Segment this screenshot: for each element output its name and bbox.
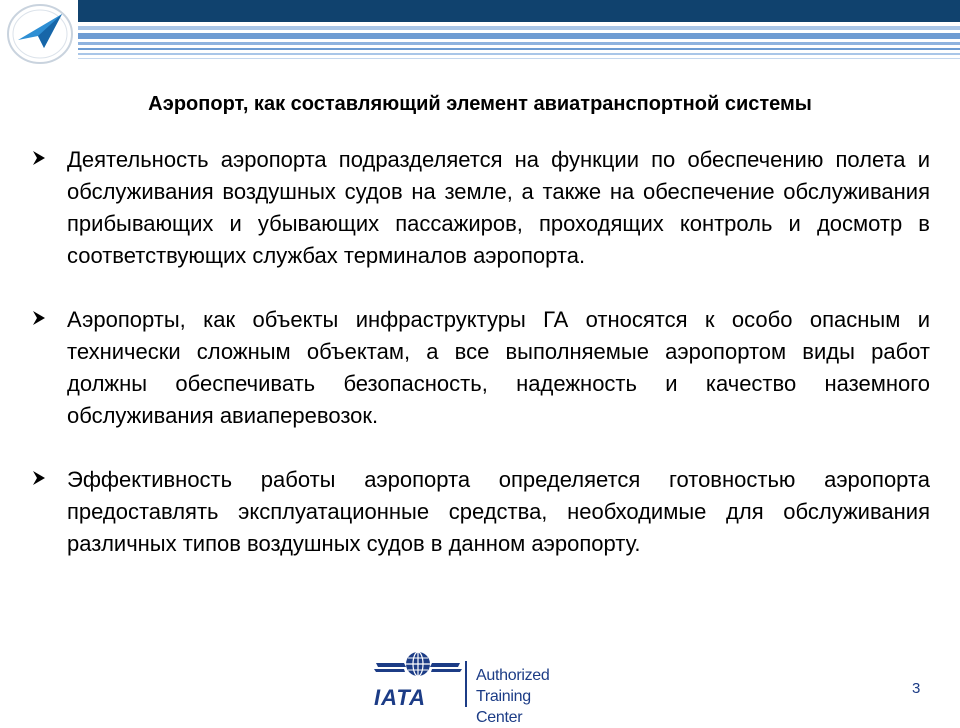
bullet-item <box>30 144 930 272</box>
bullet-text: Эффективность работы аэропорта определяется готовностью аэропорта предоставлять эксплуатационные средства, необходимые для обслуживания различных типов воздушных судов в данном аэропорту. <box>67 467 930 556</box>
training-center-label <box>476 665 572 728</box>
logo-separator <box>465 661 467 707</box>
plane-logo-icon <box>0 0 78 74</box>
slide-title: Аэропорт, как составляющий элемент авиатранспортной системы <box>148 93 812 115</box>
page-number: 3 <box>912 680 921 697</box>
arrow-bullet-icon <box>30 469 48 487</box>
iata-wordmark: IATA <box>374 685 427 710</box>
tagline-line2: Training Center <box>476 688 531 726</box>
slide-header <box>0 0 960 78</box>
bullet-text: Деятельность аэропорта подразделяется на функции по обеспечению полета и обслуживания воздушных судов на земле, а также на обеспечение обслуживания прибывающих и убывающих пассажиров, проходящих контроль и досмотр в соответствующих службах терминалов аэропорта. <box>67 147 930 268</box>
arrow-bullet-icon <box>30 309 48 327</box>
arrow-bullet-icon <box>30 149 48 167</box>
bullet-item <box>30 464 930 560</box>
tagline-line1: Authorized <box>476 667 550 684</box>
iata-globe-icon <box>372 647 464 687</box>
header-stripes <box>78 22 960 72</box>
header-dark-band <box>78 0 960 22</box>
bullet-text: Аэропорты, как объекты инфраструктуры ГА относятся к особо опасным и технически сложным объектам, а все выполняемые аэропортом виды работ должны обеспечивать безопасность, надежность и качество наземного обслуживания авиаперевозок. <box>67 307 930 428</box>
bullet-list <box>30 144 930 592</box>
header-logo <box>0 0 78 74</box>
iata-logo <box>372 647 572 726</box>
bullet-item <box>30 304 930 432</box>
